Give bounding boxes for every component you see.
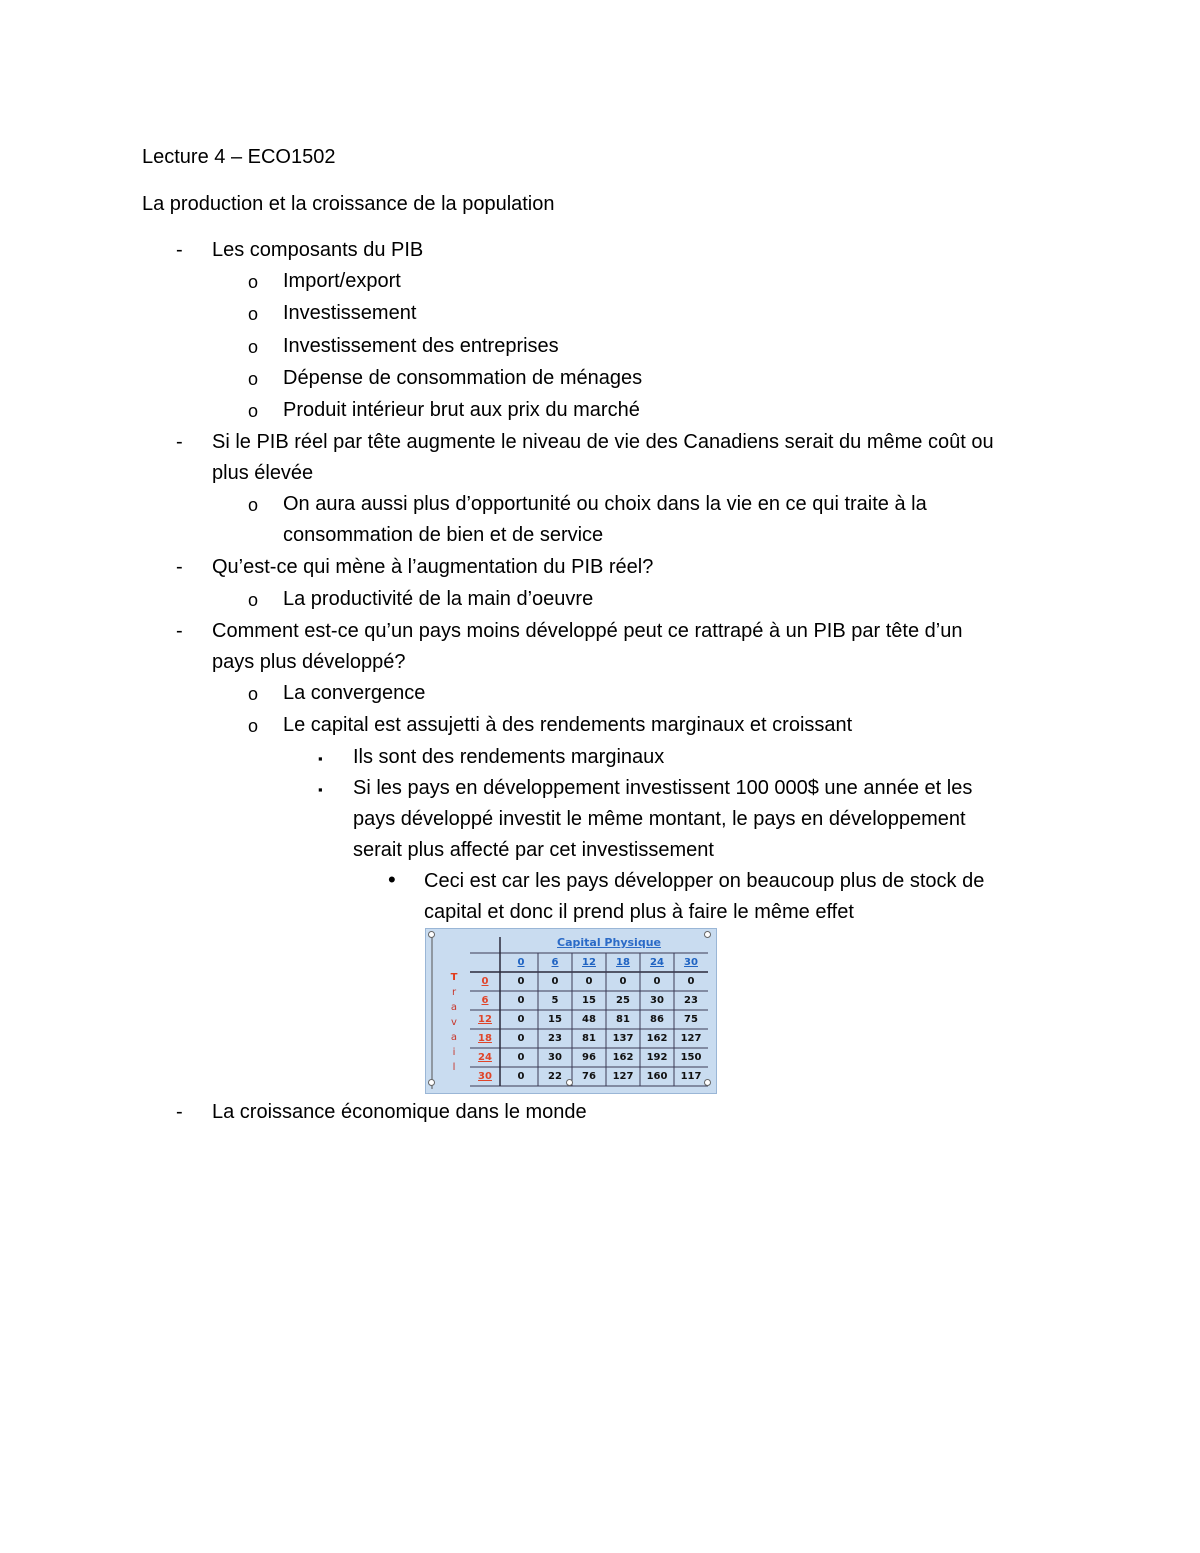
table-cell: 15 [548,1014,562,1025]
circle-bullet-icon: o [248,304,259,324]
list-item-text: La croissance économique dans le monde [212,1101,587,1123]
row-header: 18 [478,1033,492,1044]
row-header: 24 [478,1052,492,1063]
table-cell: 48 [582,1014,596,1025]
table-cell: 150 [680,1052,702,1063]
square-bullet-icon: ▪ [318,751,323,766]
row-header: 12 [478,1014,492,1025]
table-cell: 76 [582,1071,596,1082]
table-cell: 192 [646,1052,668,1063]
table-cell: 22 [548,1071,562,1082]
table-cell: 160 [646,1071,668,1082]
list-item-text: Qu’est-ce qui mène à l’augmentation du PIB réel? [212,556,654,578]
table-cell: 162 [646,1033,668,1044]
list-item-text: Ceci est car les pays développer on beaucoup plus de stock de [424,870,985,892]
list-item-text: Import/export [283,270,401,292]
side-label-letter: l [452,1062,456,1073]
table-cell: 137 [612,1033,634,1044]
dash-bullet-icon: - [176,620,183,642]
table-cell: 0 [517,1071,525,1082]
table-cell: 0 [517,976,525,987]
row-header: 0 [481,976,489,987]
row-header: 30 [478,1071,492,1082]
document-title: Lecture 4 – ECO1502 [142,146,336,168]
list-item-text: On aura aussi plus d’opportunité ou choix dans la vie en ce qui traite à la [283,493,927,515]
table-cell: 15 [582,995,596,1006]
table-cell: 0 [517,995,525,1006]
list-item-text: Dépense de consommation de ménages [283,367,643,389]
circle-bullet-icon: o [248,369,259,389]
table-cell: 0 [517,1052,525,1063]
circle-bullet-icon: o [248,495,259,515]
production-table-image [425,928,717,1094]
table-cell: 5 [551,995,559,1006]
list-item-text: La productivité de la main d’oeuvre [283,588,594,610]
side-label-letter: r [451,987,457,998]
list-item-text: Les composants du PIB [212,239,424,261]
square-bullet-icon: ▪ [318,782,323,797]
table-cell: 127 [680,1033,702,1044]
dash-bullet-icon: - [176,1101,183,1123]
table-caption: Capital Physique [557,936,661,949]
column-header: 18 [616,957,630,968]
list-item-text: plus élevée [212,462,314,484]
column-header: 24 [650,957,664,968]
table-cell: 0 [517,1014,525,1025]
circle-bullet-icon: o [248,684,259,704]
table-cell: 25 [616,995,630,1006]
circle-bullet-icon: o [248,716,259,736]
list-item-text: Le capital est assujetti à des rendements marginaux et croissant [283,714,853,736]
dot-bullet-icon: • [388,867,396,892]
table-cell: 81 [616,1014,630,1025]
list-item-text: Investissement des entreprises [283,335,559,357]
list-item-text: consommation de bien et de service [283,524,604,546]
resize-handle-icon[interactable] [704,1079,711,1086]
dash-bullet-icon: - [176,239,183,261]
table-cell: 0 [687,976,695,987]
side-label-letter: T [450,972,458,983]
resize-handle-icon[interactable] [428,931,435,938]
list-item-text: Investissement [283,302,417,324]
list-item-text: capital et donc il prend plus à faire le même effet [424,901,854,923]
list-item-text: Ils sont des rendements marginaux [353,746,665,768]
list-item-text: pays plus développé? [212,651,406,673]
table-cell: 30 [650,995,664,1006]
list-item-text: pays développé investit le même montant, le pays en développement [353,808,966,830]
circle-bullet-icon: o [248,590,259,610]
table-cell: 0 [585,976,593,987]
table-cell: 0 [653,976,661,987]
side-label-letter: a [450,1032,458,1043]
resize-handle-icon[interactable] [704,931,711,938]
table-cell: 0 [551,976,559,987]
circle-bullet-icon: o [248,401,259,421]
table-cell: 30 [548,1052,562,1063]
list-item-text: serait plus affecté par cet investissement [353,839,714,861]
side-label-letter: v [451,1017,457,1028]
resize-handle-icon[interactable] [428,1079,435,1086]
side-label-letter: a [450,1002,458,1013]
column-header: 12 [582,957,596,968]
list-item-text: Si les pays en développement investissent 100 000$ une année et les [353,777,973,799]
table-cell: 23 [548,1033,562,1044]
list-item-text: Si le PIB réel par tête augmente le niveau de vie des Canadiens serait du même coût ou [212,431,994,453]
list-item-text: Produit intérieur brut aux prix du marché [283,399,640,421]
circle-bullet-icon: o [248,272,259,292]
column-header: 0 [517,957,525,968]
column-header: 30 [684,957,698,968]
table-cell: 23 [684,995,698,1006]
table-cell: 86 [650,1014,664,1025]
list-item-text: Comment est-ce qu’un pays moins développé peut ce rattrapé à un PIB par tête d’un [212,620,963,642]
list-item-text: La convergence [283,682,426,704]
table-cell: 0 [517,1033,525,1044]
dash-bullet-icon: - [176,431,183,453]
table-cell: 162 [612,1052,634,1063]
resize-handle-icon[interactable] [566,1079,573,1086]
table-cell: 81 [582,1033,596,1044]
side-label-letter: i [452,1047,456,1058]
row-header: 6 [481,995,489,1006]
column-header: 6 [551,957,559,968]
table-cell: 96 [582,1052,596,1063]
table-cell: 75 [684,1014,698,1025]
circle-bullet-icon: o [248,337,259,357]
table-cell: 0 [619,976,627,987]
table-cell: 117 [680,1071,702,1082]
document-subtitle: La production et la croissance de la population [142,193,555,215]
table-cell: 127 [612,1071,634,1082]
dash-bullet-icon: - [176,556,183,578]
